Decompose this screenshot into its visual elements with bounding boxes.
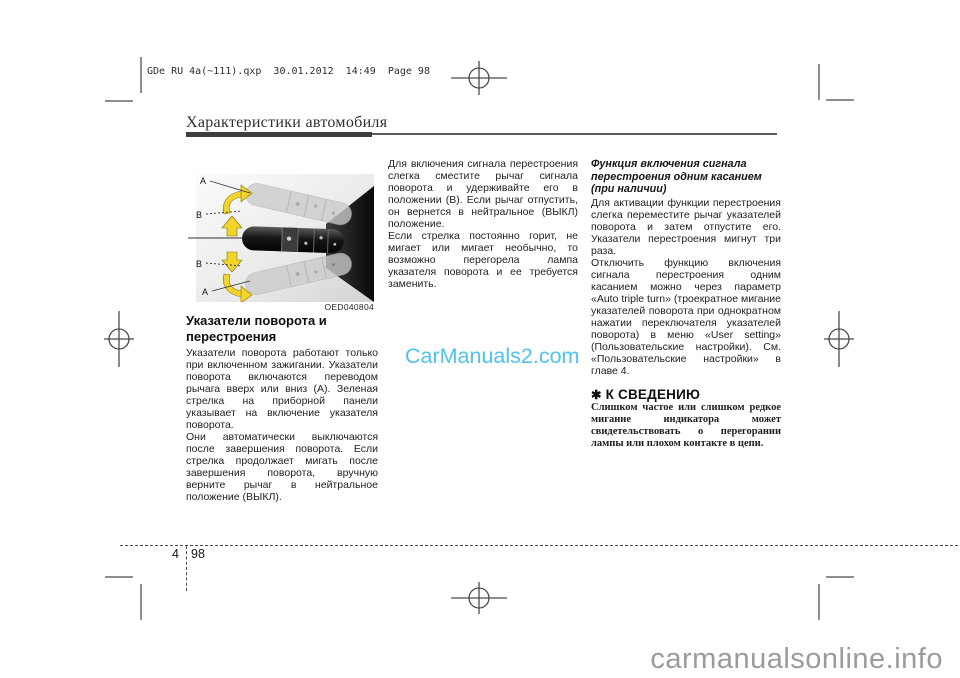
- crop-mark: [105, 576, 133, 578]
- lever-neutral: [242, 226, 345, 254]
- crop-mark: [826, 99, 854, 101]
- registration-mark-icon: [449, 568, 509, 628]
- lever-photo: [186, 162, 390, 314]
- print-header: GDe RU 4a(~111).qxp 30.01.2012 14:49 Page 98: [147, 66, 430, 77]
- figure-label-b-top: B: [196, 210, 203, 220]
- topic-heading: Указатели поворота и перестроения: [186, 313, 327, 344]
- crop-mark: [818, 64, 820, 100]
- column-2: [388, 158, 578, 290]
- watermark-center: CarManuals2.com: [405, 344, 580, 368]
- body-paragraph: Если стрелка постоянно горит, не мигает или мигает необычно, то возможно перегорела лампа указателя поворота и ее требуется заменить.: [388, 230, 578, 290]
- body-paragraph: Для активации функции перестроения слегка переместите рычаг указателей поворота и затем отпустите его. Указатели перестроения мигнут три раза.: [591, 196, 781, 257]
- body-paragraph: Указатели поворота работают только при включенном зажигании. Указатели поворота включаются переводом рычага вверх или вниз (А). Зеленая стрелка на приборной панели указывает на включение указателя поворота.: [186, 347, 378, 431]
- body-paragraph: Отключить функцию включения сигнала перестроения одним касанием можно через параметр «Auto triple turn» (троекратное мигание указателей поворота при однократном нажатии переключателя указателей поворота) в меню «User setting» (Пользовательские настройки). См. «Пользовательские настройки» в главе 4.: [591, 256, 781, 377]
- figure-label-a-top: A: [200, 176, 207, 186]
- turn-signal-lever-figure: [186, 162, 390, 314]
- body-paragraph: Они автоматически выключаются после завершения поворота. Если стрелка продолжает мигать после завершения поворота, вручную верните рычаг в нейтральное положение (ВЫКЛ).: [186, 431, 378, 503]
- registration-mark-icon: [449, 48, 509, 108]
- registration-mark-icon: [809, 309, 869, 369]
- footer-dashed-rule: [120, 545, 958, 546]
- crop-mark: [140, 57, 142, 93]
- column-1: [186, 313, 378, 503]
- figure-label-b-bottom: B: [196, 259, 203, 269]
- chapter-number: 4: [172, 547, 179, 561]
- body-paragraph: Для включения сигнала перестроения слегка сместите рычаг сигнала поворота и удерживайте его в положении (В). Если рычаг отпустить, он вернется в нейтральное (ВЫКЛ) положение.: [388, 158, 578, 230]
- notice-title: К СВЕДЕНИЮ: [605, 386, 701, 402]
- notice-text: Слишком частое или слишком редкое мигание индикатора может свидетельствовать о перегорании лампы или плохом контакте в цепи.: [591, 401, 781, 449]
- notice-heading: [591, 387, 781, 402]
- crop-mark: [140, 584, 142, 620]
- crop-mark: [826, 576, 854, 578]
- page-number: 98: [191, 547, 205, 561]
- registration-mark-icon: [89, 309, 149, 369]
- crop-mark: [105, 100, 133, 102]
- figure-code: OED040804: [324, 302, 374, 312]
- section-title: Характеристики автомобиля: [186, 114, 388, 131]
- title-underline-thin: [372, 133, 777, 135]
- watermark-bottom-right: carmanualsonline.info: [650, 643, 943, 675]
- subtopic-heading: Функция включения сигнала перестроения одним касанием (при наличии): [591, 158, 762, 195]
- title-underline-thick: [186, 132, 372, 137]
- column-3: [591, 158, 781, 450]
- asterisk-icon: ✱: [591, 387, 602, 402]
- crop-mark: [818, 584, 820, 620]
- footer-dashed-divider: [186, 546, 187, 591]
- figure-label-a-bottom: A: [202, 287, 209, 297]
